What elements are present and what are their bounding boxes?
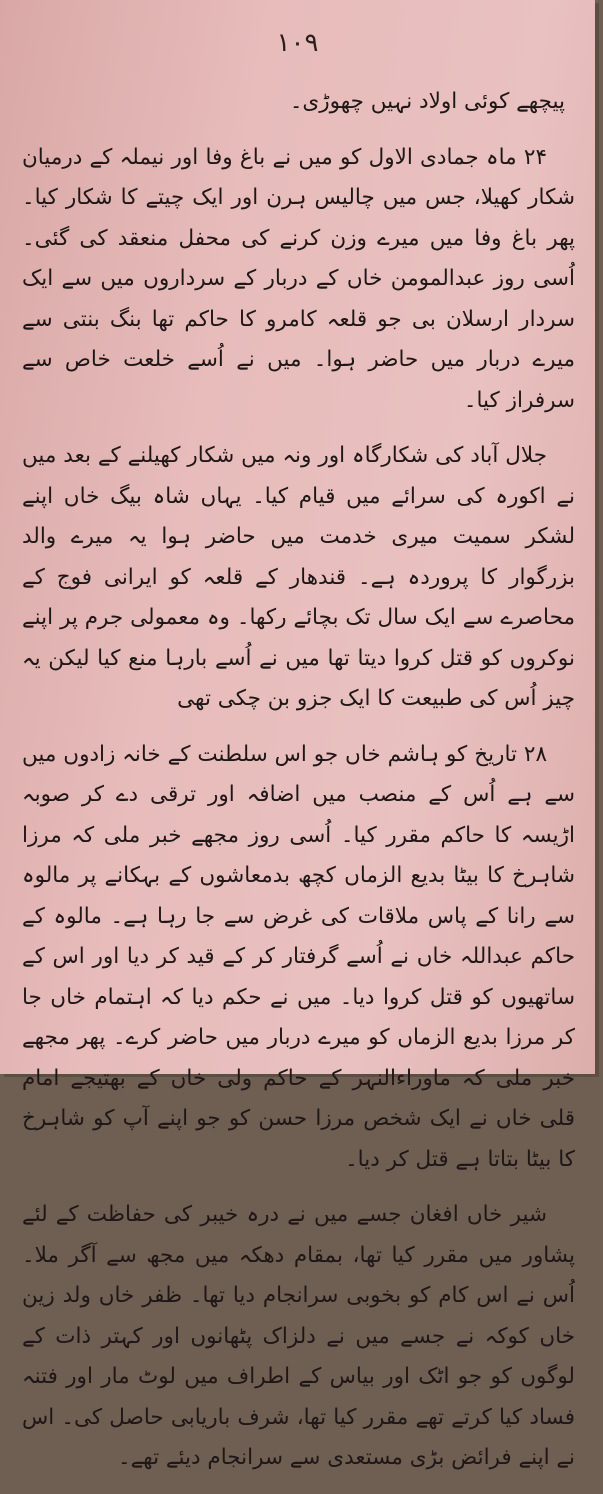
- paragraph-4: ۲۸ تاریخ کو ہاشم خاں جو اس سلطنت کے خانہ زادوں میں سے ہے اُس کے منصب میں اضافہ اور ترقی دے کر صوبہ اڑیسہ کا حاکم مقرر کیا۔ اُسی روز مجھے خبر ملی کہ مرزا شاہرخ کا بیٹا بدیع الزماں کچھ بدمعاشوں کے بہکانے پر مالوہ سے رانا کے پاس ملاقات کی غرض سے جا رہا ہے۔ مالوہ کے حاکم عبداللہ خاں نے اُسے گرفتار کر کے قید کر دیا اور اس کے ساتھیوں کو قتل کروا دیا۔ میں نے حکم دیا کہ اہتمام خاں جا کر مرزا بدیع الزماں کو میرے دربار میں حاضر کرے۔ پھر مجھے خبر ملی کہ ماوراءالنہر کے حاکم ولی خاں کے بھتیجے امام قلی خاں نے ایک شخص مرزا حسن کو جو اپنے آپ کو شاہرخ کا بیٹا بتاتا ہے قتل کر دیا۔: [22, 741, 575, 1172]
- paragraph-2: ۲۴ ماہ جمادی الاول کو میں نے باغ وفا اور نیملہ کے درمیان شکار کھیلا، جس میں چالیس ہرن اور ایک چیتے کا شکار کیا۔ پھر باغ وفا میں میرے وزن کرنے کی محفل منعقد کی گئی۔ اُسی روز عبدالمومن خاں کے دربار کے سرداروں میں سے ایک سردار ارسلان بی جو قلعہ کامرو کا حاکم تھا بنگ بنتی سے میرے دربار میں حاضر ہوا۔ میں نے اُسے خلعت خاص سے سرفراز کیا۔: [22, 144, 575, 413]
- page-number: ۱۰۹: [276, 28, 319, 58]
- page-text: [22, 82, 575, 1494]
- paragraph-5: شیر خاں افغان جسے میں نے درہ خیبر کی حفاظت کے لئے پشاور میں مقرر کیا تھا، بمقام دھکہ میں مجھ سے آگر ملا۔ اُس نے اس کام کو بخوبی سرانجام دیا تھا۔ ظفر خاں ولد زین خاں کوکہ نے جسے میں نے دلزاک پٹھانوں اور کہتر ذات کے لوگوں کو جو اٹک اور بیاس کے اطراف میں لوٹ مار اور فتنہ فساد کیا کرتے تھے مقرر کیا تھا، شرف باریابی حاصل کی۔ اس نے اپنے فرائض بڑی مستعدی سے سرانجام دیئے تھے۔: [22, 1202, 575, 1470]
- paragraph-1: پیچھے کوئی اولاد نہیں چھوڑی۔: [289, 89, 565, 114]
- paragraph-3: جلال آباد کی شکارگاہ اور ونہ میں شکار کھیلنے کے بعد میں نے اکورہ کی سرائے میں قیام کیا۔ یہاں شاہ بیگ خاں اپنے لشکر سمیت میری خدمت میں حاضر ہوا یہ میرے والد بزرگوار کا پروردہ ہے۔ قندھار کے قلعہ کو ایرانی فوج کے محاصرے سے ایک سال تک بچائے رکھا۔ وہ معمولی جرم پر اپنے نوکروں کو قتل کروا دیتا تھا میں نے اُسے بارہا منع کیا لیکن یہ چیز اُس کی طبیعت کا ایک جزو بن چکی تھی: [22, 443, 575, 711]
